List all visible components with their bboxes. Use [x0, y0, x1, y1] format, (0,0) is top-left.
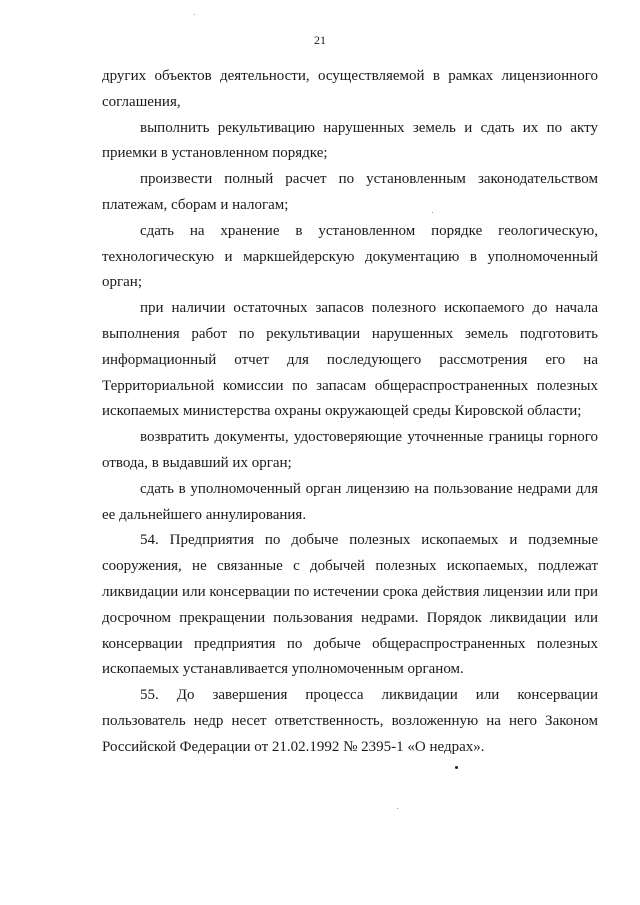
paragraph-payments: произвести полный расчет по установленным законодательством платежам, сборам и налогам; [102, 171, 598, 213]
paragraph-item-54: 54. Предприятия по добыче полезных ископаемых и подземные сооружения, не связанные с добычей полезных ископаемых, подлежат ликвидации или консервации по истечении срока действия лицензии или при досрочном прекращении пользования недрами. Порядок ликвидации или консервации предприятия по добыче общераспространенных полезных ископаемых устанавливается уполномоченным органом. [102, 532, 598, 678]
document-body [102, 64, 598, 761]
page-number: 21 [314, 33, 326, 47]
scan-speck [432, 212, 433, 213]
paragraph-item-55: 55. До завершения процесса ликвидации или консервации пользователь недр несет ответственность, возложенную на него Законом Российской Федерации от 21.02.1992 № 2395-1 «О недрах». [102, 687, 598, 755]
paragraph-reclamation: выполнить рекультивацию нарушенных земель и сдать их по акту приемки в установленном порядке; [102, 119, 598, 162]
paragraph-documentation-storage: сдать на хранение в установленном порядке геологическую, технологическую и маркшейдерскую документацию в уполномоченный орган; [102, 222, 598, 291]
scan-speck [194, 14, 195, 15]
paragraph-continuation: других объектов деятельности, осуществляемой в рамках лицензионного соглашения, [102, 68, 598, 110]
scan-mark [455, 766, 458, 769]
paragraph-return-documents: возвратить документы, удостоверяющие уточненные границы горного отвода, в выдавший их орган; [102, 429, 598, 471]
scan-speck [397, 808, 398, 809]
paragraph-residual-reserves: при наличии остаточных запасов полезного ископаемого до начала выполнения работ по рекультивации нарушенных земель подготовить информационный отчет для последующего рассмотрения его на Территориальной комиссии по запасам общераспространенных полезных ископаемых министерства охраны окружающей среды Кировской области; [102, 300, 598, 420]
paragraph-license-surrender: сдать в уполномоченный орган лицензию на пользование недрами для ее дальнейшего аннулирования. [102, 480, 598, 523]
